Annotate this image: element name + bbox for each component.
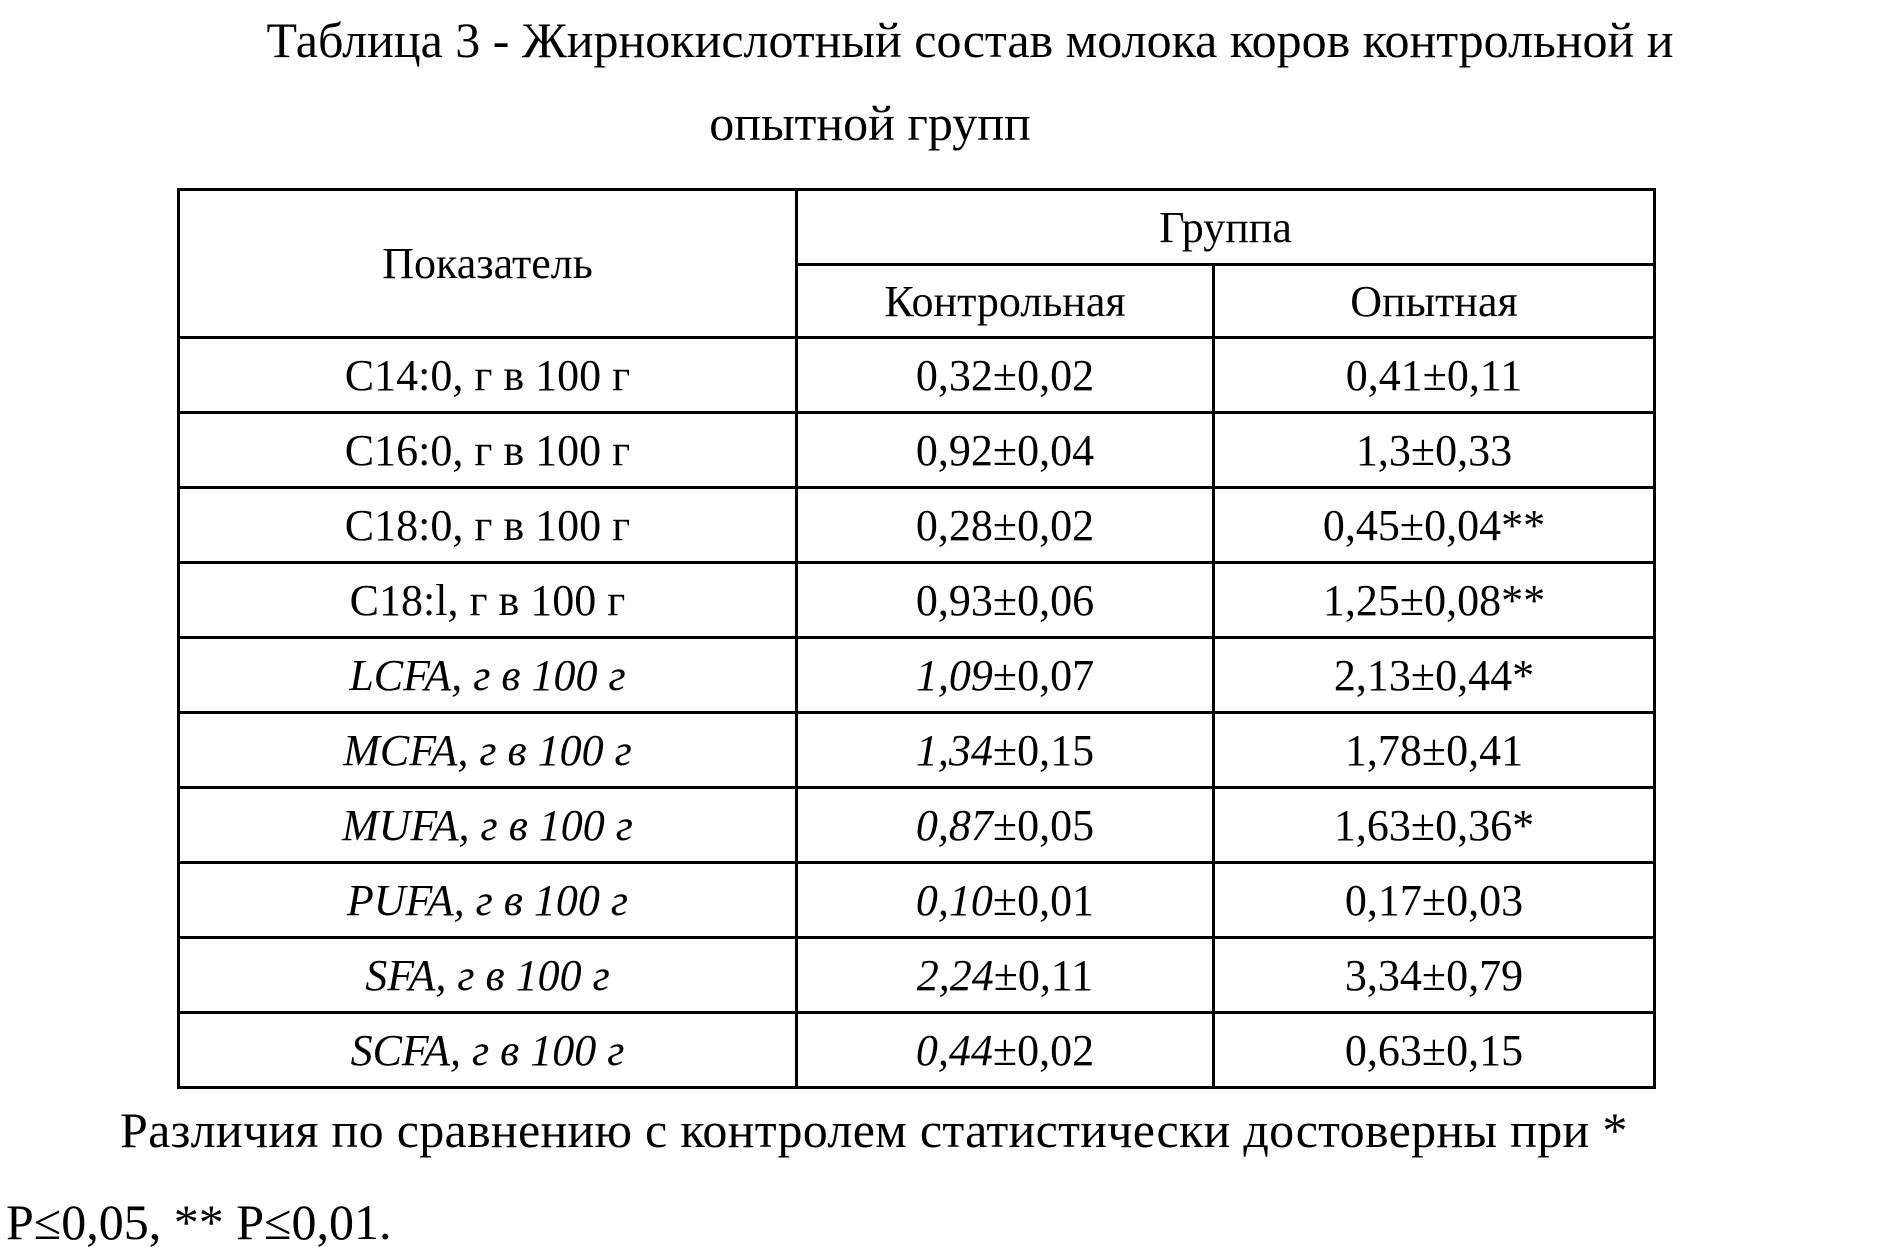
table-row (179, 488, 1655, 563)
table-title-line-1: Таблица 3 - Жирнокислотный состав молока коров контрольной и (266, 12, 1674, 68)
control-error: ±0,04 (992, 425, 1095, 475)
control-mean: 0,44 (915, 1025, 993, 1075)
header-group: Группа (797, 190, 1655, 265)
cell-experimental: 0,17±0,03 (1214, 863, 1655, 938)
table-row (179, 788, 1655, 863)
table-row (179, 938, 1655, 1013)
footnote-line-1: Различия по сравнению с контролем статистически достоверны при * (120, 1102, 1628, 1158)
control-error: ±0,06 (992, 575, 1095, 625)
table-body (179, 338, 1655, 1088)
cell-experimental: 1,63±0,36* (1214, 788, 1655, 863)
cell-control (797, 938, 1214, 1013)
cell-experimental: 0,63±0,15 (1214, 1013, 1655, 1088)
table-row (179, 1013, 1655, 1088)
cell-indicator: SCFA, г в 100 г (179, 1013, 797, 1088)
header-control: Контрольная (797, 265, 1214, 338)
header-indicator: Показатель (179, 190, 797, 338)
footnote-line-2: P≤0,05, ** P≤0,01. (6, 1194, 392, 1250)
cell-indicator: MUFA, г в 100 г (179, 788, 797, 863)
control-error: ±0,05 (992, 800, 1095, 850)
control-mean: 0,10 (915, 875, 993, 925)
table-row (179, 338, 1655, 413)
table-row (179, 413, 1655, 488)
table-row (179, 863, 1655, 938)
control-mean: 0,92 (915, 425, 993, 475)
table-row (179, 713, 1655, 788)
control-mean: 0,28 (915, 500, 993, 550)
cell-indicator: С16:0, г в 100 г (179, 413, 797, 488)
fatty-acid-table (177, 188, 1656, 1089)
cell-control (797, 563, 1214, 638)
control-mean: 0,32 (915, 350, 993, 400)
cell-experimental: 2,13±0,44* (1214, 638, 1655, 713)
cell-control (797, 488, 1214, 563)
control-error: ±0,02 (992, 350, 1095, 400)
control-mean: 0,93 (915, 575, 993, 625)
control-error: ±0,02 (992, 500, 1095, 550)
header-experimental: Опытная (1214, 265, 1655, 338)
control-mean: 2,24 (916, 950, 994, 1000)
cell-indicator: С18:l, г в 100 г (179, 563, 797, 638)
cell-experimental: 1,78±0,41 (1214, 713, 1655, 788)
control-error: ±0,11 (993, 950, 1094, 1000)
cell-indicator: С14:0, г в 100 г (179, 338, 797, 413)
cell-indicator: PUFA, г в 100 г (179, 863, 797, 938)
control-error: ±0,15 (992, 725, 1095, 775)
cell-experimental: 1,3±0,33 (1214, 413, 1655, 488)
cell-indicator: LCFA, г в 100 г (179, 638, 797, 713)
cell-experimental: 1,25±0,08** (1214, 563, 1655, 638)
cell-control (797, 338, 1214, 413)
control-mean: 1,09 (915, 650, 993, 700)
cell-indicator: MCFA, г в 100 г (179, 713, 797, 788)
cell-experimental: 0,41±0,11 (1214, 338, 1655, 413)
table-row (179, 638, 1655, 713)
control-error: ±0,07 (992, 650, 1095, 700)
control-mean: 0,87 (915, 800, 993, 850)
cell-experimental: 3,34±0,79 (1214, 938, 1655, 1013)
cell-indicator: SFA, г в 100 г (179, 938, 797, 1013)
cell-experimental: 0,45±0,04** (1214, 488, 1655, 563)
table-title-line-2: опытной групп (709, 95, 1031, 151)
cell-control (797, 713, 1214, 788)
cell-control (797, 638, 1214, 713)
cell-control (797, 1013, 1214, 1088)
control-mean: 1,34 (915, 725, 993, 775)
cell-indicator: С18:0, г в 100 г (179, 488, 797, 563)
control-error: ±0,01 (992, 875, 1095, 925)
cell-control (797, 413, 1214, 488)
control-error: ±0,02 (992, 1025, 1095, 1075)
cell-control (797, 863, 1214, 938)
cell-control (797, 788, 1214, 863)
table-row (179, 563, 1655, 638)
